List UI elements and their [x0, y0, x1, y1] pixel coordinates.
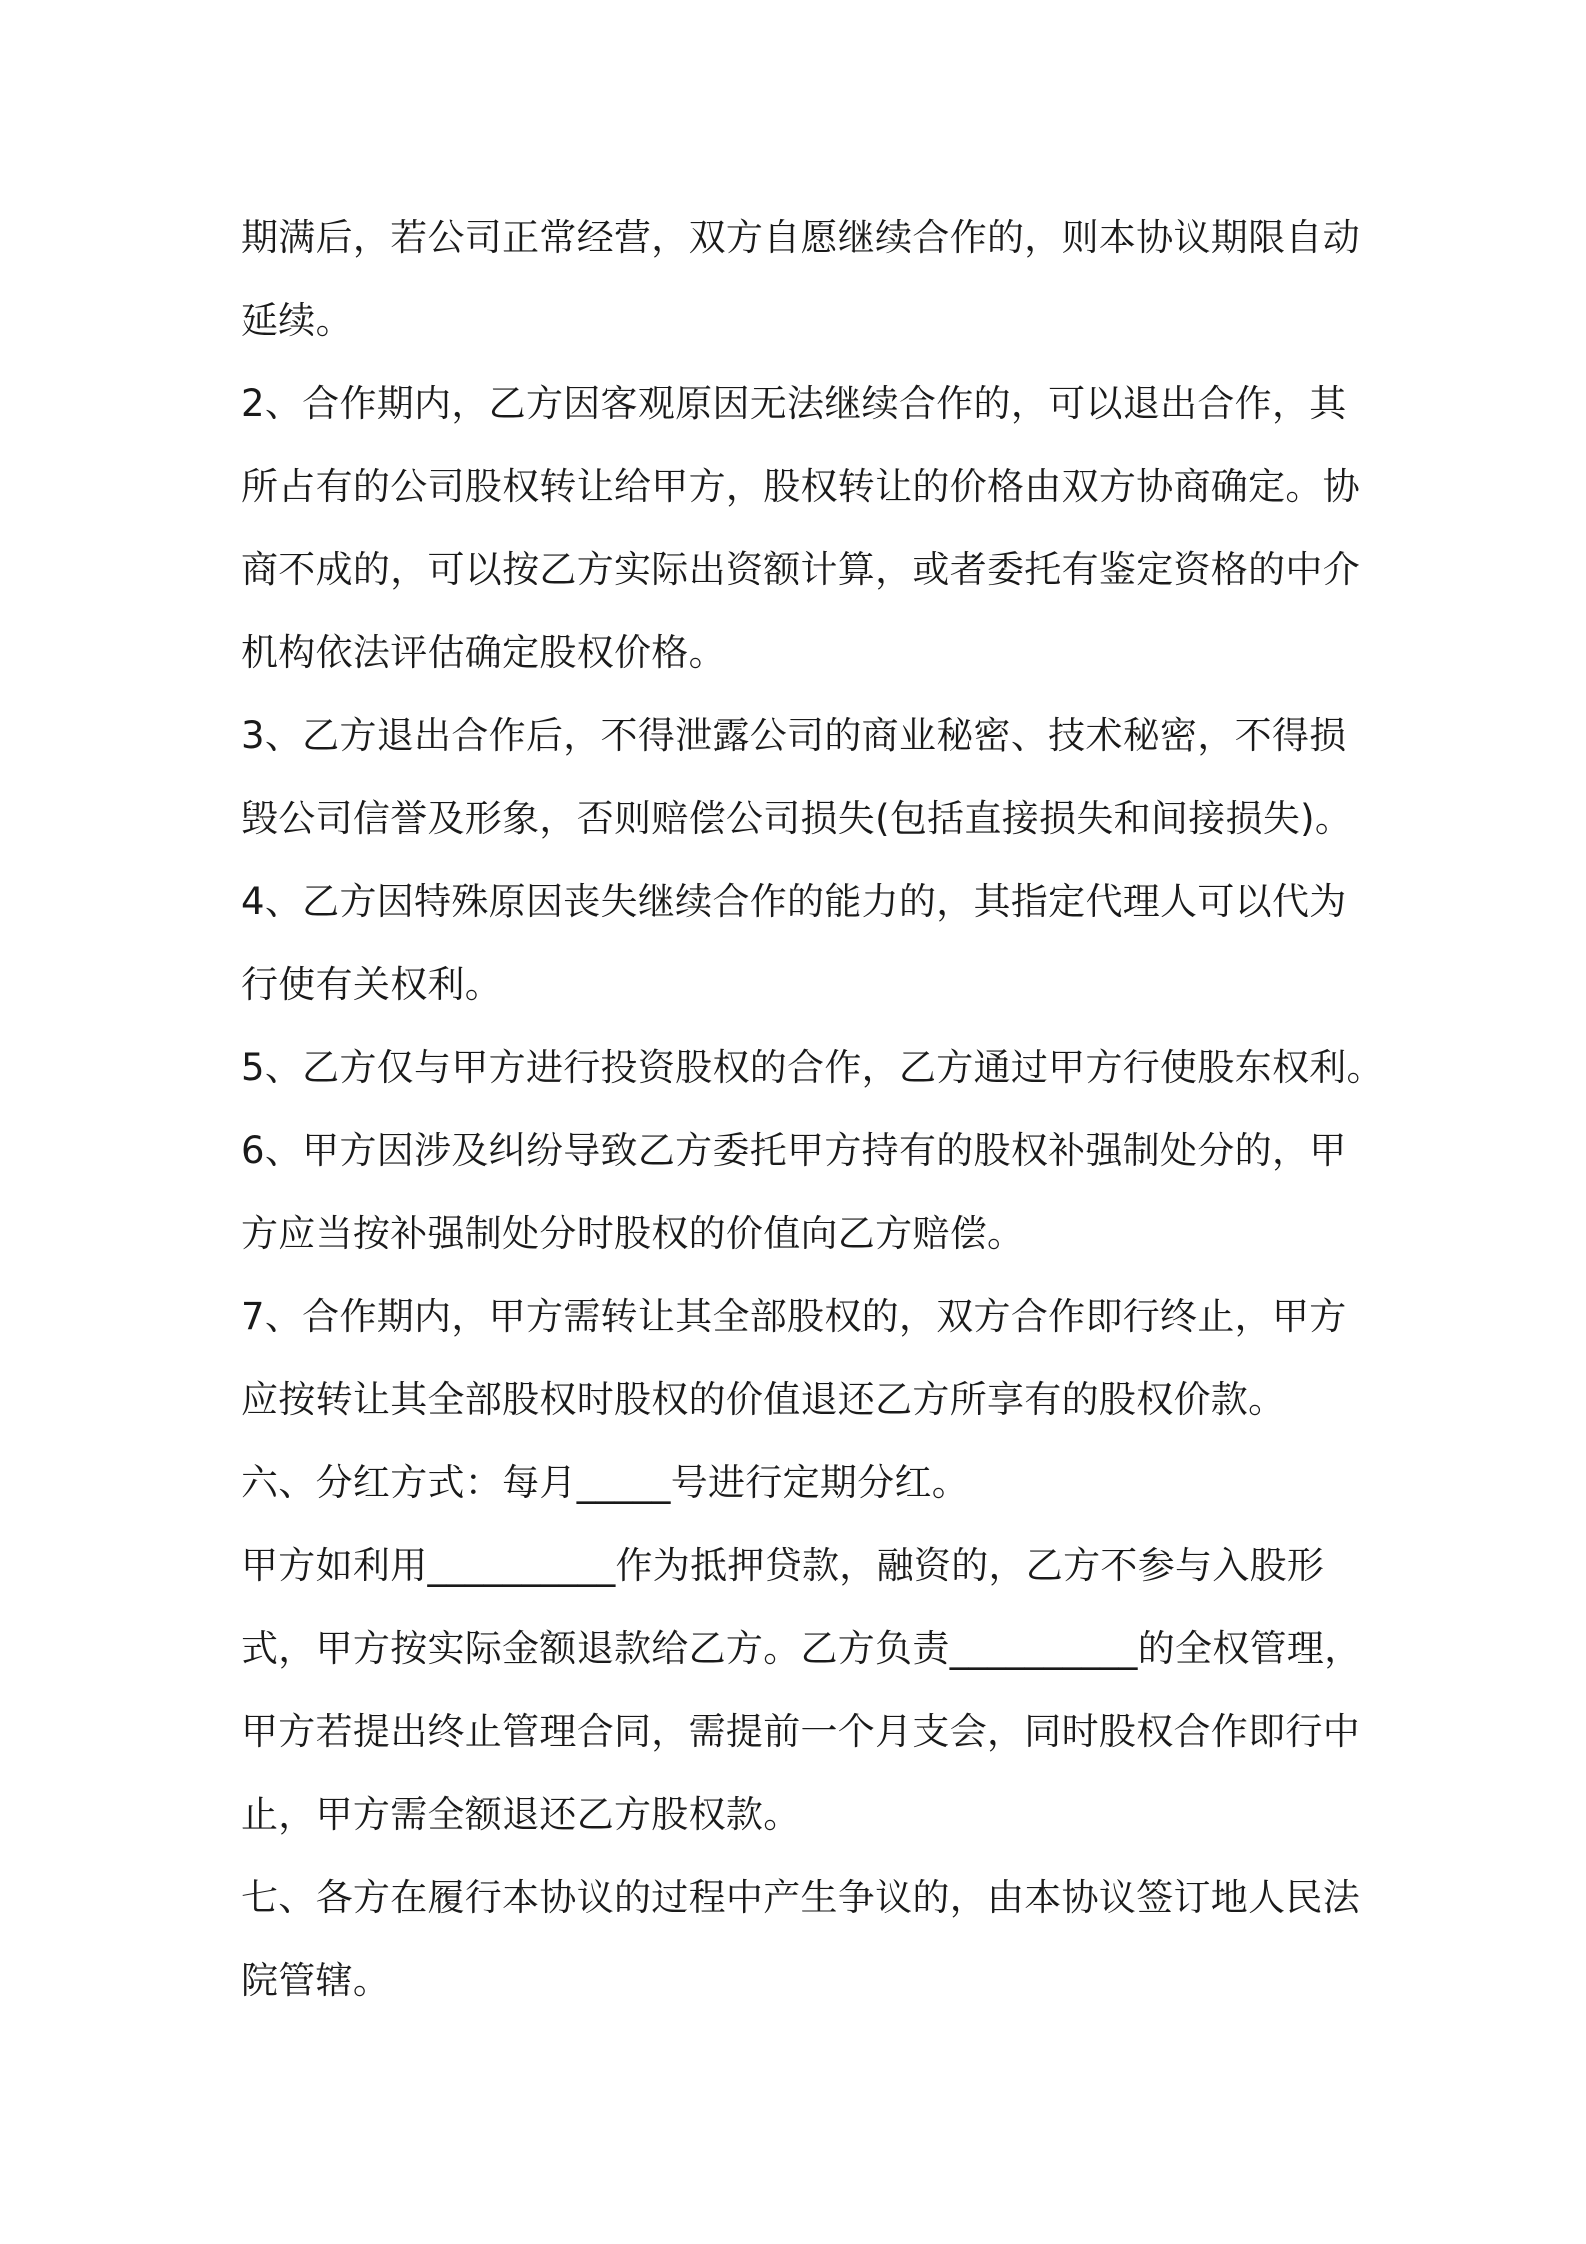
- section-6-para-line-1: 甲方如利用__________作为抵押贷款，融资的，乙方不参与入股形: [241, 1544, 1325, 1587]
- text-line-1: 期满后，若公司正常经营，双方自愿继续合作的，则本协议期限自动: [241, 216, 1360, 259]
- section-6-para-line-3: 甲方若提出终止管理合同，需提前一个月支会，同时股权合作即行中: [241, 1710, 1360, 1753]
- clause-4-line-2: 行使有关权利。: [241, 963, 503, 1006]
- clause-3-line-1: 3、乙方退出合作后，不得泄露公司的商业秘密、技术秘密，不得损: [241, 714, 1347, 757]
- section-6-heading: 六、分红方式：每月_____号进行定期分红。: [241, 1461, 970, 1504]
- text-line-2: 延续。: [241, 299, 353, 342]
- section-6-para-line-2: 式，甲方按实际金额退款给乙方。乙方负责__________的全权管理，: [241, 1627, 1362, 1670]
- section-6-para-line-4: 止，甲方需全额退还乙方股权款。: [241, 1793, 801, 1836]
- clause-2-line-3: 商不成的，可以按乙方实际出资额计算，或者委托有鉴定资格的中介: [241, 548, 1360, 591]
- clause-6-line-2: 方应当按补强制处分时股权的价值向乙方赔偿。: [241, 1212, 1025, 1255]
- clause-2-line-4: 机构依法评估确定股权价格。: [241, 631, 726, 674]
- clause-2-line-1: 2、合作期内，乙方因客观原因无法继续合作的，可以退出合作，其: [241, 382, 1347, 425]
- clause-5-line-1: 5、乙方仅与甲方进行投资股权的合作，乙方通过甲方行使股东权利。: [241, 1046, 1384, 1089]
- clause-6-line-1: 6、甲方因涉及纠纷导致乙方委托甲方持有的股权补强制处分的，甲: [241, 1129, 1347, 1172]
- document-body: [241, 196, 1384, 2022]
- clause-7-line-1: 7、合作期内，甲方需转让其全部股权的，双方合作即行终止，甲方: [241, 1295, 1347, 1338]
- clause-4-line-1: 4、乙方因特殊原因丧失继续合作的能力的，其指定代理人可以代为: [241, 880, 1347, 923]
- clause-3-line-2: 毁公司信誉及形象，否则赔偿公司损失(包括直接损失和间接损失)。: [241, 797, 1353, 840]
- clause-2-line-2: 所占有的公司股权转让给甲方，股权转让的价格由双方协商确定。协: [241, 465, 1360, 508]
- section-7-line-1: 七、各方在履行本协议的过程中产生争议的，由本协议签订地人民法: [241, 1876, 1360, 1919]
- section-7-line-2: 院管辖。: [241, 1959, 391, 2002]
- clause-7-line-2: 应按转让其全部股权时股权的价值退还乙方所享有的股权价款。: [241, 1378, 1286, 1421]
